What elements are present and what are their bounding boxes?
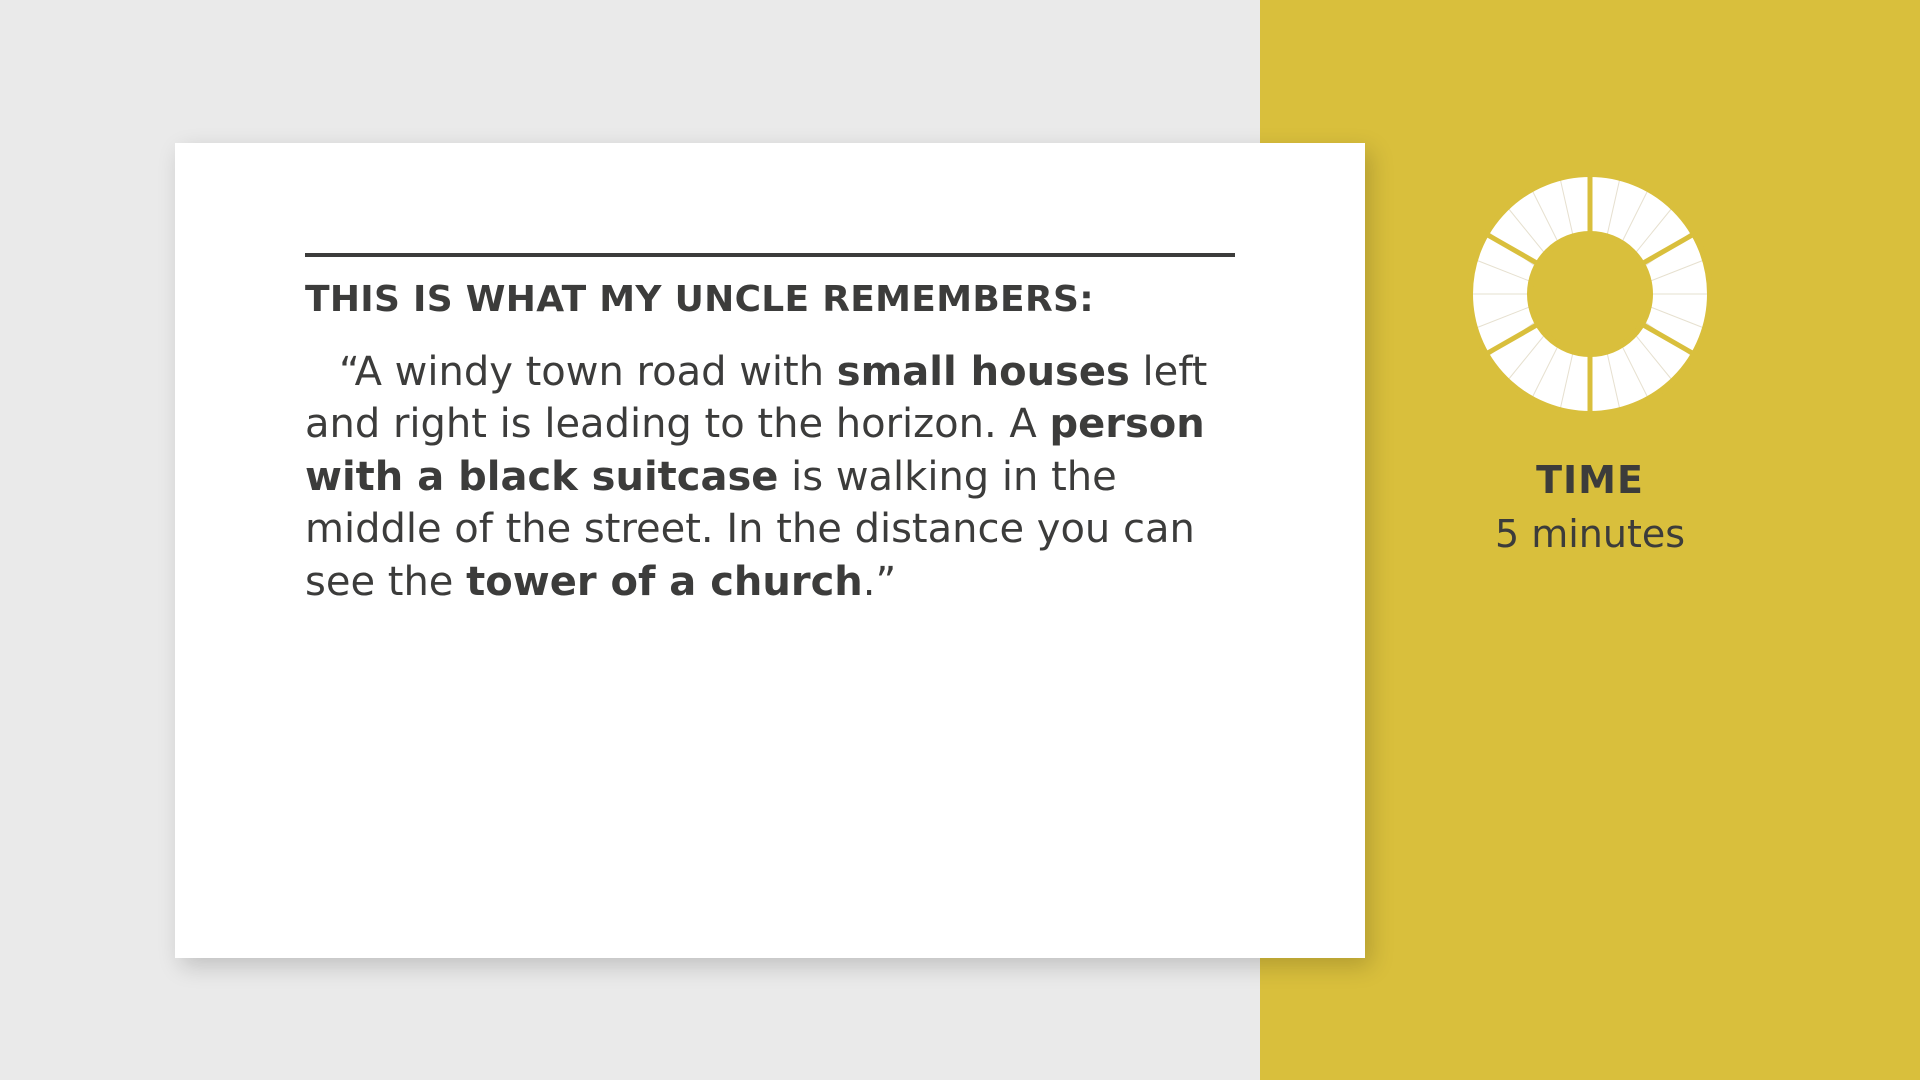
- card-inner: [175, 143, 1365, 608]
- body-emphasis: tower of a church: [466, 558, 863, 605]
- timer-label: TIME: [1536, 458, 1644, 502]
- timer-donut-icon: [1464, 168, 1716, 420]
- body-text-run: left and right is leading to the horizon. A: [305, 349, 1208, 448]
- body-text-run: “A windy town road with: [339, 349, 837, 395]
- content-card: [175, 143, 1365, 958]
- timer-value: 5 minutes: [1494, 512, 1686, 556]
- body-text-run: .”: [862, 558, 897, 605]
- body-emphasis: small houses: [836, 349, 1130, 395]
- body-text-run: is walking in the middle of the street. In the distance you can see the: [305, 453, 1195, 605]
- body-emphasis: person with a black suitcase: [305, 401, 1205, 500]
- card-body-text: [305, 346, 1245, 608]
- title-divider: [305, 253, 1235, 257]
- page-title: THIS IS WHAT MY UNCLE REMEMBERS:: [305, 279, 1094, 320]
